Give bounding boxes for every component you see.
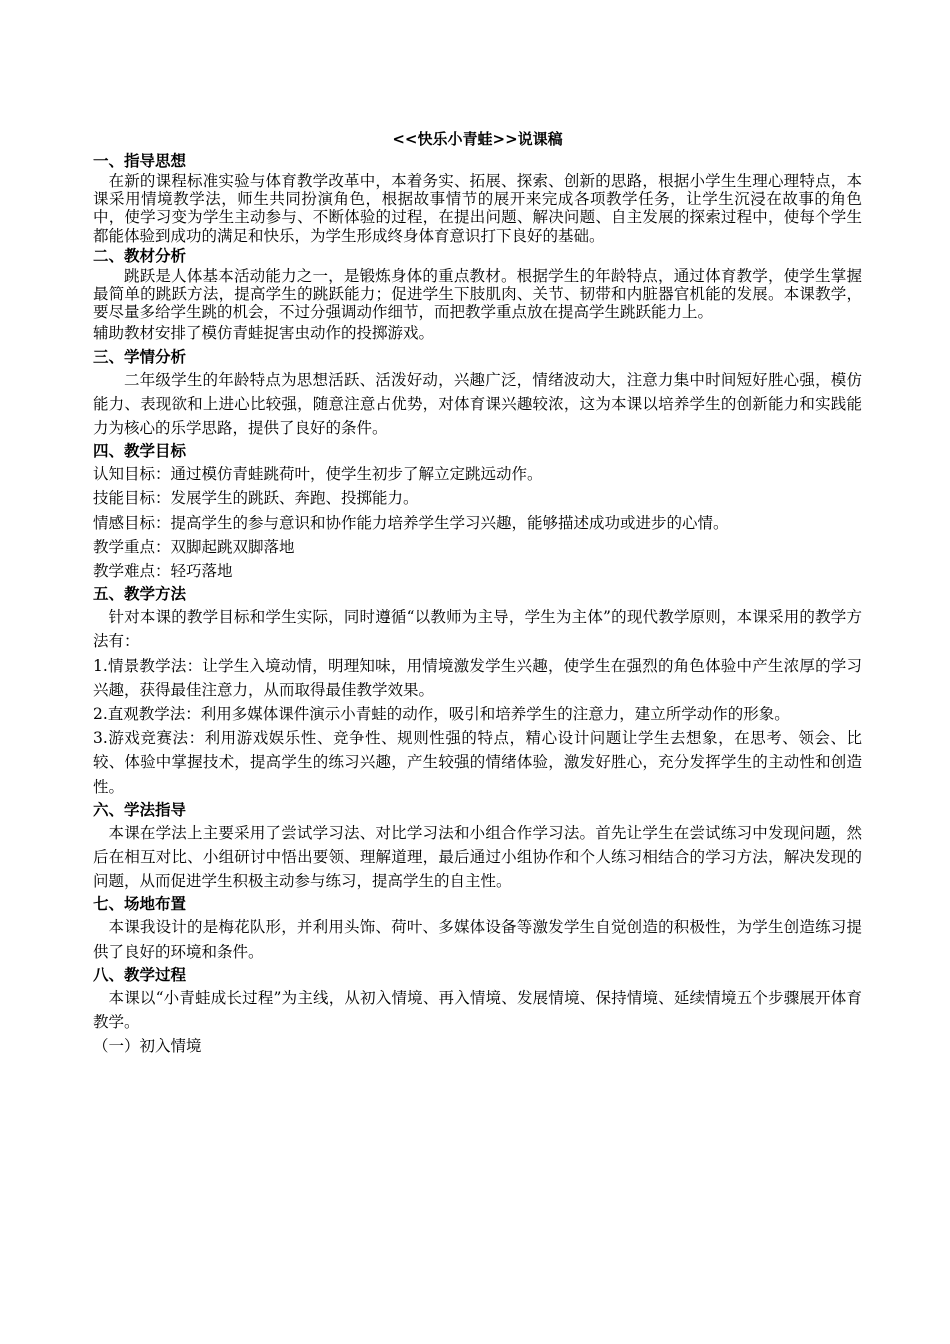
paragraph-venue-layout: 本课我设计的是梅花队形，并利用头饰、荷叶、多媒体设备等激发学生自觉创造的积极性，为学生创造练习提供了良好的环境和条件。 <box>93 918 862 961</box>
paragraph-learning-guidance: 本课在学法上主要采用了尝试学习法、对比学习法和小组合作学习法。首先让学生在尝试练习中发现问题，然后在相互对比、小组研讨中悟出要领、理解道理，最后通过小组协作和个人练习相结合的学习方法，解决发现的问题，从而促进学生积极主动参与练习，提高学生的自主性。 <box>93 823 862 891</box>
teaching-difficulty: 教学难点：轻巧落地 <box>93 562 233 581</box>
goal-emotional: 情感目标：提高学生的参与意识和协作能力培养学生学习兴趣，能够描述成功或进步的心情。 <box>93 513 729 532</box>
method-item-1: 1.情景教学法：让学生入境动情，明理知味，用情境激发学生兴趣，使学生在强烈的角色体验中产生浓厚的学习兴趣，获得最佳注意力，从而取得最佳教学效果。 <box>93 656 862 699</box>
paragraph-methods-intro: 针对本课的教学目标和学生实际，同时遵循“以教师为主导，学生为主体”的现代教学原则，本课采用的教学方法有： <box>93 608 862 651</box>
paragraph-auxiliary-material: 辅助教材安排了模仿青蛙捉害虫动作的投掷游戏。 <box>93 324 435 343</box>
paragraph-teaching-process: 本课以“小青蛙成长过程”为主线，从初入情境、再入情境、发展情境、保持情境、延续情境五个步骤展开体育教学。 <box>93 988 862 1032</box>
method-item-2: 2.直观教学法：利用多媒体课件演示小青蛙的动作，吸引和培养学生的注意力，建立所学动作的形象。 <box>93 705 790 724</box>
section-heading-teaching-process: 八、教学过程 <box>93 965 187 984</box>
section-heading-student-analysis: 三、学情分析 <box>93 347 187 366</box>
goal-skill: 技能目标：发展学生的跳跃、奔跑、投掷能力。 <box>93 489 419 508</box>
subheading-initial-situation: （一）初入情境 <box>93 1037 202 1056</box>
paragraph-student-analysis: 二年级学生的年龄特点为思想活跃、活泼好动，兴趣广泛，情绪波动大，注意力集中时间短好胜心强，模仿能力、表现欲和上进心比较强，随意注意占优势，对体育课兴趣较浓，这为本课以培养学生的创新能力和实践能力为核心的乐学思路，提供了良好的条件。 <box>93 370 862 438</box>
document-title: <<快乐小青蛙>>说课稿 <box>392 130 563 148</box>
method-item-3: 3.游戏竞赛法：利用游戏娱乐性、竞争性、规则性强的特点，精心设计问题让学生去想象，在思考、领会、比较、体验中掌握技术，提高学生的练习兴趣，产生较强的情绪体验，激发好胜心，充分发挥学生的主动性和创造性。 <box>93 729 862 796</box>
section-heading-teaching-goals: 四、教学目标 <box>93 442 187 461</box>
section-heading-venue-layout: 七、场地布置 <box>93 895 187 914</box>
paragraph-guiding-thought: 在新的课程标准实验与体育教学改革中，本着务实、拓展、探索、创新的思路，根据小学生生理心理特点，本课采用情境教学法，师生共同扮演角色，根据故事情节的展开来完成各项教学任务，让学生沉浸在故事的角色中，使学习变为学生主动参与、不断体验的过程，在提出问题、解决问题、自主发展的探索过程中，使每个学生都能体验到成功的满足和快乐，为学生形成终身体育意识打下良好的基础。 <box>93 172 862 245</box>
section-heading-teaching-methods: 五、教学方法 <box>93 585 187 604</box>
section-heading-guiding-thought: 一、指导思想 <box>93 152 187 170</box>
section-heading-material-analysis: 二、教材分析 <box>93 246 187 265</box>
goal-cognitive: 认知目标：通过模仿青蛙跳荷叶，使学生初步了解立定跳远动作。 <box>93 465 543 484</box>
paragraph-material-analysis: 跳跃是人体基本活动能力之一，是锻炼身体的重点教材。根据学生的年龄特点，通过体育教学，使学生掌握最简单的跳跃方法，提高学生的跳跃能力；促进学生下肢肌肉、关节、韧带和内脏器官机能的发展。本课教学，要尽量多给学生跳的机会，不过分强调动作细节，而把教学重点放在提高学生跳跃能力上。 <box>93 266 862 322</box>
section-heading-learning-guidance: 六、学法指导 <box>93 800 187 819</box>
teaching-key-point: 教学重点：双脚起跳双脚落地 <box>93 537 295 556</box>
